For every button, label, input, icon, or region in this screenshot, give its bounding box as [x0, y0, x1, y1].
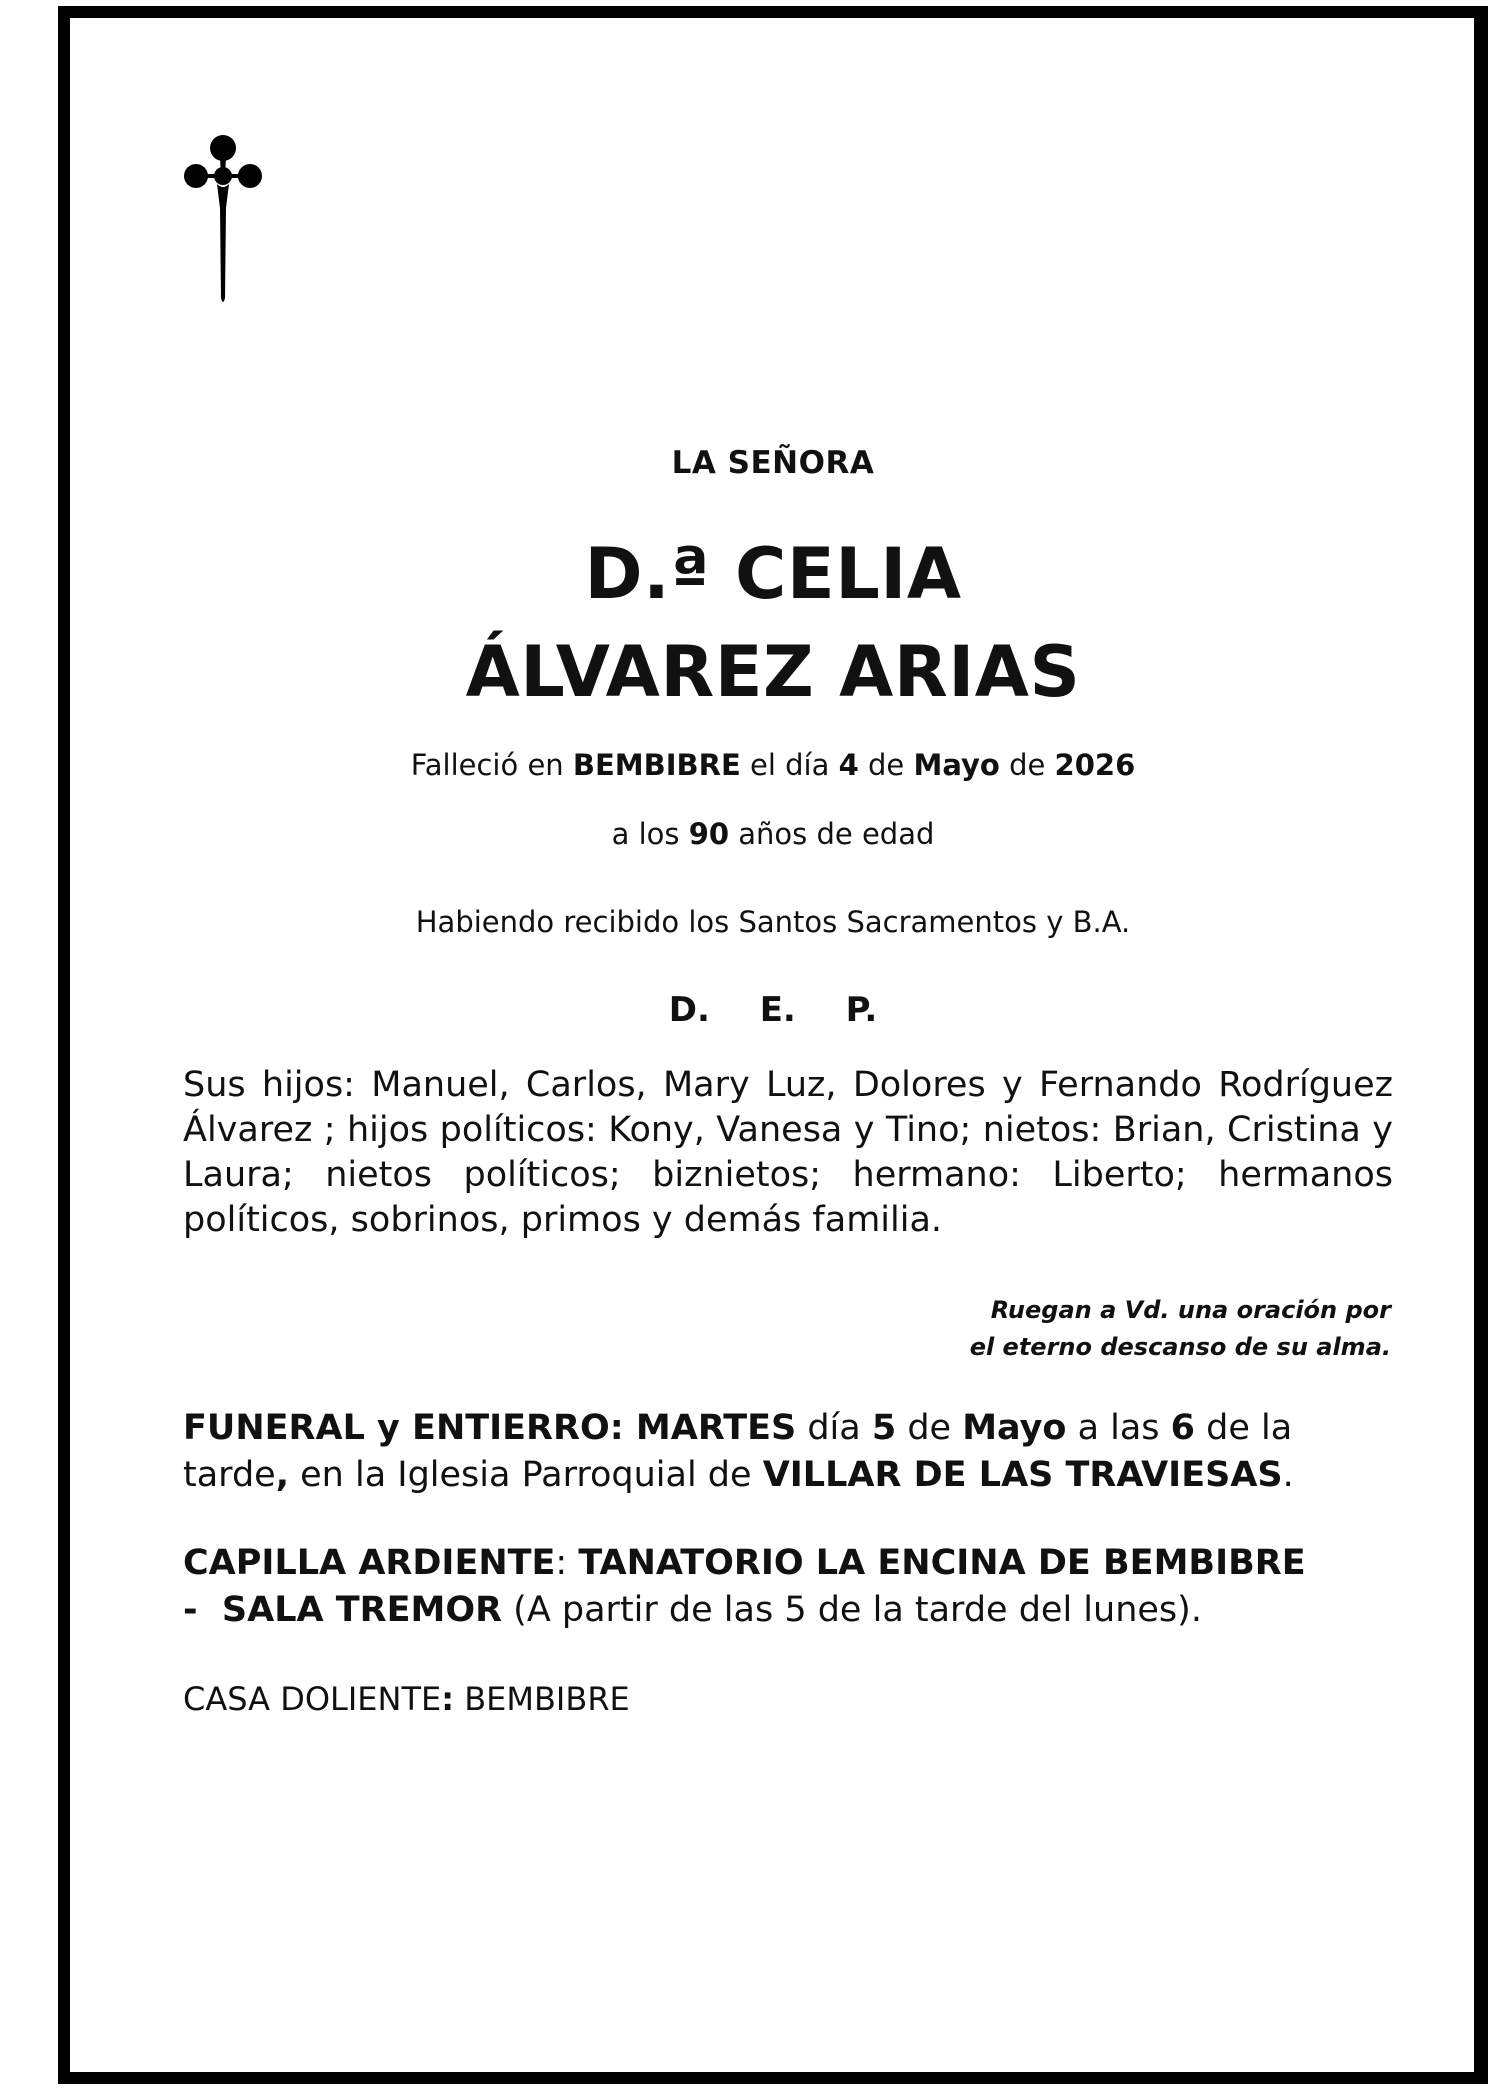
death-month: Mayo: [913, 748, 1000, 782]
title-small: LA SEÑORA: [671, 445, 875, 481]
death-text-3: de: [999, 748, 1055, 782]
age-info: [70, 817, 1476, 851]
funeral-text-4: de la tarde: [183, 1408, 1293, 1495]
capilla-colon: :: [555, 1543, 579, 1583]
family-paragraph: Sus hijos: Manuel, Carlos, Mary Luz, Dolores y Fernando Rodríguez Álvarez ; hijos políticos: Kony, Vanesa y Tino; nietos: Brian, Cristina y Laura; nietos políticos; biznietos; hermano: Liberto; hermanos políticos, sobrinos, primos y demás familia.: [183, 1065, 1393, 1240]
funeral-month: Mayo: [962, 1408, 1067, 1448]
prayer-line-2: el eterno descanso de su alma.: [969, 1333, 1391, 1361]
dep-text: D. E. P.: [668, 990, 878, 1030]
funeral-day: 5: [871, 1408, 897, 1448]
death-info: [70, 748, 1476, 782]
funeral-text-5: en la Iglesia Parroquial de: [289, 1455, 763, 1495]
casa-label: CASA DOLIENTE: [183, 1680, 442, 1718]
funeral-label: FUNERAL y ENTIERRO: MARTES: [183, 1408, 797, 1448]
casa-doliente: [183, 1680, 630, 1718]
deceased-name: [70, 525, 1476, 721]
funeral-church: VILLAR DE LAS TRAVIESAS: [762, 1455, 1283, 1495]
capilla-line-2: [183, 1587, 1398, 1634]
funeral-end: .: [1282, 1455, 1294, 1495]
funeral-hour: 6: [1170, 1408, 1196, 1448]
name-line-1: D.ª CELIA: [584, 533, 962, 615]
funeral-text-3: a las: [1066, 1408, 1171, 1448]
capilla-place: TANATORIO LA ENCINA DE BEMBIBRE: [578, 1543, 1306, 1583]
age-years: 90: [688, 817, 730, 851]
page-border: [58, 6, 1488, 2084]
funeral-text-2: de: [896, 1408, 963, 1448]
capilla-line-1: [183, 1540, 1398, 1587]
funeral-comma: ,: [275, 1455, 289, 1495]
capilla-label: CAPILLA ARDIENTE: [183, 1543, 556, 1583]
age-prefix: a los: [611, 817, 689, 851]
casa-colon: :: [441, 1680, 455, 1718]
death-text-1: el día: [740, 748, 839, 782]
prayer-line-1: Ruegan a Vd. una oración por: [990, 1296, 1391, 1324]
age-suffix: años de edad: [729, 817, 935, 851]
capilla-info: [183, 1540, 1398, 1634]
death-place: BEMBIBRE: [572, 748, 741, 782]
death-day: 4: [838, 748, 859, 782]
name-line-2: ÁLVAREZ ARIAS: [465, 631, 1081, 713]
capilla-dash: -: [183, 1590, 222, 1630]
death-year: 2026: [1054, 748, 1136, 782]
capilla-note: (A partir de las 5 de la tarde del lunes).: [502, 1590, 1202, 1630]
funeral-info: [183, 1405, 1398, 1499]
sacraments-line: Habiendo recibido los Santos Sacramentos y B.A.: [415, 905, 1131, 939]
capilla-room: SALA TREMOR: [221, 1590, 503, 1630]
funeral-text-1: día: [796, 1408, 872, 1448]
death-text-2: de: [858, 748, 914, 782]
casa-place: BEMBIBRE: [454, 1680, 630, 1718]
prayer-request: [700, 1292, 1391, 1366]
cross-icon: [178, 128, 268, 306]
death-prefix: Falleció en: [410, 748, 573, 782]
